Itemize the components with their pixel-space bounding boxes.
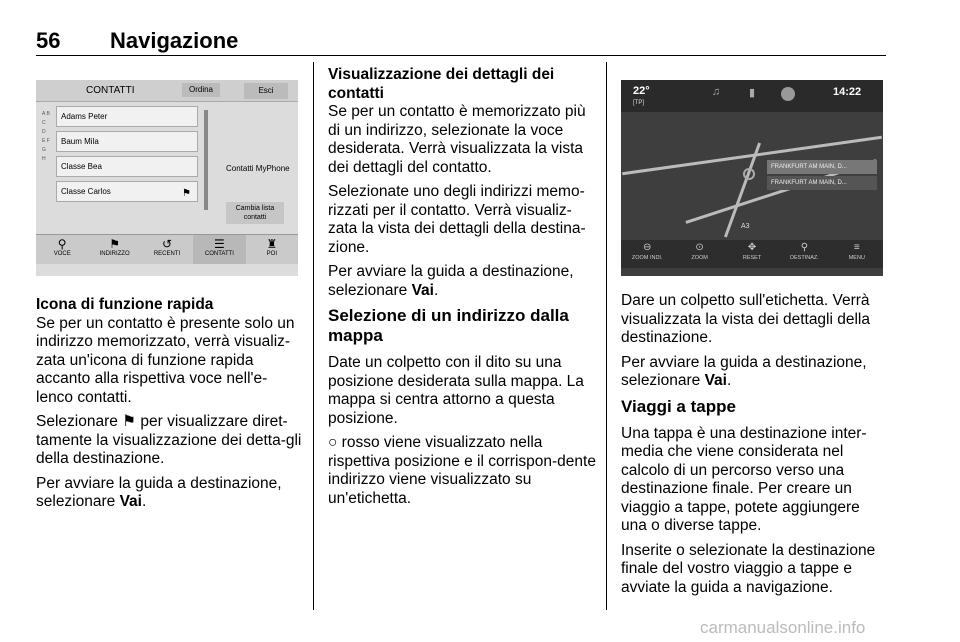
road-label: A3 (741, 223, 750, 230)
tab-poi[interactable] (246, 235, 298, 264)
header-rule (36, 55, 886, 56)
text: . (727, 372, 732, 389)
zoom-out-button[interactable] (621, 240, 673, 268)
paragraph (328, 263, 596, 300)
contact-list (56, 106, 198, 206)
tab-voce[interactable] (36, 235, 88, 264)
paragraph: Date un colpetto con il dito su una posizione desiderata sulla mappa. La mappa si centra attorno a questa posizione. (328, 354, 584, 427)
page-number: 56 (36, 28, 61, 53)
text: . (434, 281, 439, 299)
destination-icon: ⚲ (800, 242, 809, 253)
circle-icon: ○ (328, 434, 338, 451)
contacts-title: CONTATTI (86, 85, 135, 96)
zoom-button[interactable] (673, 240, 725, 268)
clock: 14:22 (833, 86, 862, 98)
list-scrollbar[interactable] (204, 110, 208, 210)
contact-name: Baum Mila (61, 137, 99, 146)
tab-label: INDIRIZZO (99, 251, 130, 257)
temperature: 22° (633, 85, 650, 97)
menu-button[interactable] (831, 240, 883, 268)
section-heading: Visualizzazione dei dettagli dei contatti (328, 66, 555, 102)
paragraph: Se per un contatto è memorizzato più di un indirizzo, selezionate la voce desiderata. Verrà visualizzata la vista dei dettagli del contatto. (328, 103, 586, 176)
column-3 (621, 292, 889, 603)
alphabet-index[interactable]: A B C D E F G H (42, 111, 50, 162)
contact-row[interactable] (56, 181, 198, 202)
menu-icon: ≡ (853, 242, 860, 253)
tp-indicator: [TP] (633, 100, 645, 106)
flag-icon: ⚑ (122, 413, 137, 430)
button-label: MENU (848, 255, 865, 261)
contacts-screen (36, 80, 298, 276)
contact-row[interactable] (56, 156, 198, 177)
map-toolbar (621, 240, 883, 268)
paragraph (36, 413, 304, 469)
column-divider-2 (606, 62, 607, 610)
section-heading: Icona di funzione rapida (36, 296, 214, 313)
text: rosso viene visualizzato nella rispettiva posizione e il corrispon-dente indirizzo viene visualizzato su un'etichetta. (328, 434, 596, 507)
contact-name: Classe Carlos (61, 187, 111, 196)
paragraph: Una tappa è una destinazione inter-media che viene considerata nel calcolo di un percorso verso una destinazione finale. Per creare un viaggio a tappe, potete aggiungere una o diverse tappe. (621, 424, 867, 534)
contacts-topbar (36, 80, 298, 102)
recent-icon: ↺ (161, 237, 173, 251)
esci-button[interactable]: Esci (244, 83, 288, 99)
paragraph: Selezionate uno degli indirizzi memo-rizzati per il contatto. Verrà visualiz-zata la vista dei dettagli della destina-zione. (328, 183, 586, 256)
text: Per avviare la guida a destinazione, selezionare (621, 353, 867, 389)
zoom-icon: ⊙ (695, 242, 704, 253)
tab-label: RECENTI (153, 251, 181, 257)
poi-icon: ♜ (266, 237, 278, 251)
text: Per avviare la guida a destinazione, selezionare (328, 263, 574, 299)
contacts-screenshot (36, 80, 298, 276)
vai-term: Vai (704, 372, 727, 389)
tab-label: POI (266, 251, 277, 257)
paragraph (36, 475, 304, 512)
text: . (142, 493, 147, 510)
map-screenshot (621, 80, 883, 276)
paragraph: Se per un contatto è presente solo un indirizzo memorizzato, verrà visualiz-zata un'icona di funzione rapida accanto alla rispettiva voce nell'e-lenco contatti. (36, 314, 295, 406)
vai-term: Vai (411, 281, 434, 299)
column-2 (328, 66, 596, 514)
text: Per avviare la guida a destinazione, selezionare (36, 474, 282, 510)
destination-button[interactable] (778, 240, 830, 268)
contacts-tabbar (36, 234, 298, 264)
nav-icon[interactable] (781, 87, 795, 101)
section-heading: Viaggi a tappe (621, 396, 736, 416)
tab-label: CONTATTI (204, 251, 234, 257)
reset-button[interactable] (726, 240, 778, 268)
tab-contatti[interactable] (193, 235, 245, 264)
button-label: ZOOM (691, 255, 708, 261)
contact-row[interactable] (56, 106, 198, 127)
column-divider-1 (313, 62, 314, 610)
flag-icon[interactable]: ⚑ (182, 188, 191, 199)
contact-name: Classe Bea (61, 162, 102, 171)
contact-row[interactable] (56, 131, 198, 152)
watermark: carmanualsonline.info (700, 618, 866, 637)
paragraph: Inserite o selezionate la destinazione finale del vostro viaggio a tappe e avviate la guida a navigazione. (621, 541, 876, 596)
contact-name: Adams Peter (61, 112, 108, 121)
phone-icon[interactable]: ▮ (748, 87, 756, 99)
tab-label: VOCE (53, 251, 71, 257)
map-position-marker (743, 168, 755, 180)
button-label: RESET (742, 255, 762, 261)
map-statusbar (621, 80, 883, 112)
tab-indirizzo[interactable] (88, 235, 140, 264)
button-label: ZOOM INDI. (631, 255, 663, 261)
section-heading: Selezione di un indirizzo dalla mappa (328, 306, 569, 345)
text: Selezionare (36, 413, 123, 430)
chapter-title: Navigazione (110, 28, 239, 53)
text: per visualizzare diret-tamente la visualizzazione dei detta-gli della destinazione. (36, 413, 302, 467)
contacts-icon: ☰ (214, 237, 225, 251)
zoom-out-icon: ⊖ (643, 242, 652, 253)
reset-icon: ✥ (747, 242, 757, 253)
column-1 (36, 296, 304, 518)
paragraph (328, 434, 596, 508)
cambia-lista-button[interactable]: Cambia lista contatti (226, 202, 284, 224)
audio-icon[interactable]: ♫ (711, 86, 721, 98)
tab-recenti[interactable] (141, 235, 193, 264)
flag-icon: ⚑ (109, 237, 120, 251)
myphone-label: Contatti MyPhone (226, 164, 290, 173)
vai-term: Vai (119, 493, 142, 510)
mic-icon: ⚲ (57, 237, 67, 251)
map-address-label-2[interactable]: FRANKFURT AM MAIN, D... (767, 176, 877, 190)
button-label: DESTINAZ. (790, 255, 819, 261)
paragraph: Dare un colpetto sull'etichetta. Verrà visualizzata la vista dei dettagli della destinazione. (621, 292, 870, 346)
map-view[interactable] (621, 80, 883, 276)
map-address-label[interactable]: FRANKFURT AM MAIN, D... (767, 160, 877, 174)
ordina-button[interactable]: Ordina (182, 83, 220, 97)
paragraph (621, 354, 889, 391)
